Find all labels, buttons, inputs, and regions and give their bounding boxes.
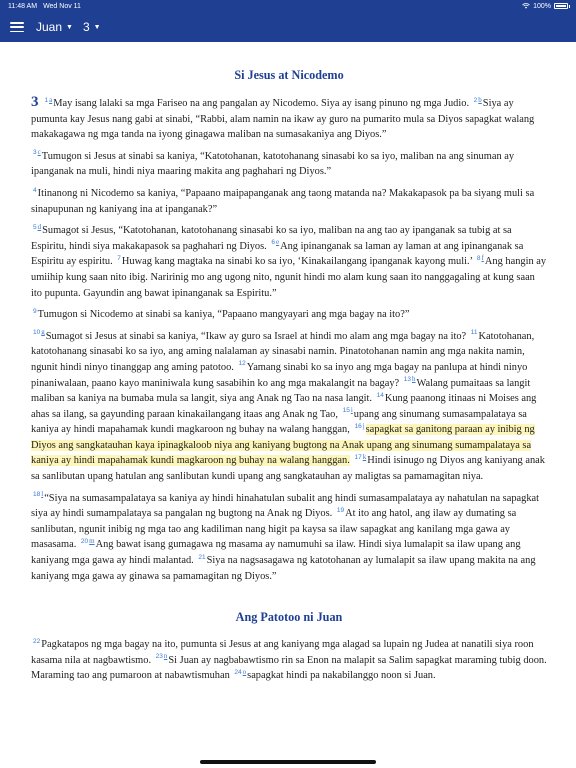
verse-number[interactable]: 13 (403, 376, 412, 384)
verse-text[interactable]: Ang ipinanganak sa laman ay laman at ang ipinanganak sa Espiritu ay espiritu. (31, 240, 524, 268)
footnote-link[interactable]: b (478, 95, 482, 104)
verse-text[interactable]: “Siya na sumasampalataya sa kaniya ay hindi hinahatulan subalit ang hindi sumasampalataya ay nahatulan na sapagkat siya ay hindi sumampalataya sa pangalan ng bugtong na Anak ng Diyos. (31, 492, 540, 520)
paragraph (31, 491, 547, 585)
verse-number[interactable]: 3 (33, 149, 37, 157)
section-heading: Si Jesus at Nicodemo (234, 68, 344, 82)
verse-text[interactable]: Kung paanong itinaas ni Moises ang ahas sa ilang, sa gayunding paraan kinakailangang itaas ang Anak ng Tao, (31, 393, 537, 420)
verse-text[interactable]: Huwag kang magtaka na sinabi ko sa iyo, ‘Kinakailangang ipanganak kayong muli.’ (121, 256, 473, 268)
verse-number[interactable]: 17 (354, 454, 362, 461)
verse-number[interactable]: 12 (238, 360, 246, 368)
verse-text[interactable]: Tumugon si Nicodemo at sinabi sa kaniya, “Papaano mangyayari ang mga bagay na ito?” (37, 309, 410, 321)
verse-text[interactable]: Sumagot si Jesus at sinabi sa kaniya, “Ikaw ay guro sa Israel at hindi mo alam ang mga bagay na ito? (45, 330, 467, 342)
chapter-label: 3 (82, 20, 90, 34)
verse-number[interactable]: 5 (33, 223, 37, 231)
chapter-number: 3 (31, 94, 39, 110)
footnote-link[interactable]: n (163, 652, 168, 661)
verse-text[interactable]: Sumagot si Jesus, “Katotohanan, katotohanang sinasabi ko sa iyo, maliban na ang tao ay ipanganak sa tubig at sa Espiritu, hindi siya makakapasok sa paghahari ng Diyos. (31, 225, 512, 252)
caret-down-icon: ▼ (66, 23, 73, 31)
footnote-link[interactable]: h (412, 375, 416, 384)
verse-text[interactable]: Tumugon si Jesus at sinabi sa kaniya, “Katotohanan, katotohanang sinasabi ko sa iyo, maliban na ang sinuman ay ipanganak na muli, hindi niya maaring makita ang paghahari ng Diyos.” (31, 150, 515, 178)
status-bar (0, 0, 576, 12)
verse-number[interactable]: 10 (33, 329, 41, 337)
book-selector[interactable] (36, 20, 73, 34)
footnote-link[interactable]: a (49, 95, 53, 104)
footnote-link[interactable]: f (481, 253, 484, 262)
verse-text[interactable]: Itinanong ni Nicodemo sa kaniya, “Papaano maipapanganak ang taong matanda na? Makakapasok pa ba siyang muli sa sinapupunan ng kaniyang ina at ipanganak?” (31, 187, 535, 215)
verse-text[interactable]: Siya na nagsasagawa ng katotohanan ay lumalapit sa ilaw upang makita na ang kaniyang mga gawa ay ginawa sa pamamagitan ng Diyos.” (31, 555, 536, 582)
verse-number[interactable]: 15 (342, 407, 350, 415)
footnote-link[interactable]: l (41, 490, 44, 499)
menu-icon[interactable] (10, 22, 24, 32)
verse-number[interactable]: 2 (473, 96, 478, 104)
footnote-link[interactable]: m (89, 536, 95, 545)
verse-number[interactable]: 14 (376, 391, 384, 399)
verse-text[interactable]: Ang hangin ay umiihip kung saan nito ibig. Naririnig mo ang ugong nito, ngunit hindi mo alam kung saan ito nanggagaling at kung saan ito pupunta. Gayundin ang bawat ipinanganak sa Espiritu.” (31, 256, 547, 299)
verse-number[interactable]: 23 (155, 653, 163, 661)
verse-number[interactable]: 1 (44, 96, 49, 104)
verse-number[interactable]: 20 (80, 537, 89, 545)
verse-text[interactable]: Hindi isinugo ng Diyos ang kaniyang anak sa sanlibutan upang hatulan ang sanlibutan kundi upang ang sangkatauhan ay maligtas sa pamamagitan niya. (31, 455, 545, 483)
footnote-link[interactable]: g (41, 328, 45, 337)
verse-text[interactable]: Pagkatapos ng mga bagay na ito, pumunta si Jesus at ang kaniyang mga alagad sa lupain ng Judea at nanatili siya roon kasama nila at nagbawtismo. (31, 639, 534, 666)
verse-text[interactable]: Walang pumaitaas sa langit maliban sa kaniya na bumaba mula sa langit, siya ang Anak ng Tao na nasa langit. (31, 377, 531, 405)
caret-down-icon: ▼ (93, 23, 101, 31)
status-date: Wed Nov 11 (43, 2, 81, 10)
verse-text-highlighted[interactable]: sapagkat sa ganitong paraan ay inibig ng Diyos ang sangkatauhan kaya ipinagkaloob niya ang kaniyang bugtong na Anak upang ang sinumang sumampalataya sa kaniya ay hindi mapahamak kundi magkaroon ng buhay na walang hanggan. (31, 424, 535, 467)
verse-number[interactable]: 9 (33, 307, 37, 315)
home-indicator[interactable] (200, 760, 376, 764)
footnote-link[interactable]: o (242, 667, 247, 676)
verse-number[interactable]: 19 (336, 506, 345, 514)
verse-text[interactable]: sapagkat hindi pa nakabilanggo noon si Juan. (247, 670, 436, 682)
verse-number[interactable]: 8 (476, 254, 481, 262)
verse-number[interactable]: 22 (33, 637, 41, 645)
paragraph (31, 637, 547, 684)
paragraph (31, 329, 547, 485)
verse-text[interactable]: May isang lalaki sa mga Fariseo na ang pangalan ay Nicodemo. Siya ay isang pinuno ng mga Judio. (53, 98, 470, 109)
section-heading: Ang Patotoo ni Juan (235, 610, 343, 625)
paragraph (31, 307, 547, 323)
verse-text[interactable]: Si Juan ay nagbabawtismo rin sa Enon na malapit sa Salim sapagkat maraming tubig doon. Maraming tao ang pumaroon at nabawtismuhan (31, 654, 547, 682)
status-time: 11:48 AM (8, 2, 38, 10)
verse-number[interactable]: 6 (271, 239, 275, 247)
verse-text[interactable]: At ito ang hatol, ang ilaw ay dumating sa sanlibutan, ngunit inibig ng mga tao ang kadiliman nang higit pa kaysa sa ilaw sapagkat ang kanilang mga gawa ay masasama. (31, 508, 517, 551)
verse-text[interactable]: upang ang sinumang sumasampalataya sa kaniya ay hindi mapahamak kundi magkaroon ng buhay na walang hanggan, (31, 408, 527, 436)
book-label: Juan (36, 20, 63, 34)
verse-number[interactable]: 16 (354, 422, 362, 430)
paragraph (31, 186, 547, 217)
verse-text[interactable]: Ang bawat isang gumagawa ng masama ay namumuhi sa ilaw. Hindi siya lumalapit sa ilaw upang ang kaniyang mga gawa ay hindi malantad. (31, 539, 521, 567)
battery-icon (554, 3, 568, 9)
nav-bar (0, 12, 576, 42)
footnote-link[interactable]: c (37, 148, 41, 157)
verse-number[interactable]: 21 (198, 553, 206, 561)
verse-text[interactable]: Yamang sinabi ko sa inyo ang mga bagay na panlupa at hindi ninyo pinaniwalaan, paano kayo maniniwala kung sasabihin ko ang mga makalangit na bagay? (31, 361, 528, 389)
chapter-selector[interactable] (83, 20, 101, 34)
reading-pane (31, 42, 547, 690)
footnote-link[interactable]: k (362, 453, 367, 461)
paragraph (31, 149, 547, 180)
verse-number[interactable]: 11 (470, 329, 478, 337)
footnote-link[interactable]: i (350, 406, 353, 415)
paragraph (31, 95, 547, 143)
verse-number[interactable]: 24 (234, 668, 242, 676)
verse-text[interactable]: Siya ay pumunta kay Jesus nang gabi at sinabi, “Rabbi, alam namin na ikaw ay guro na pumarito mula sa Diyos sapagkat walang makakagawa ng mga tanda na iyong ginagawa maliban na sumasakaniya ang Diyos.” (31, 98, 535, 141)
verse-number[interactable]: 18 (33, 491, 41, 499)
footnote-link[interactable]: d (37, 222, 42, 231)
footnote-link[interactable]: j (362, 421, 365, 430)
verse-number[interactable]: 7 (117, 254, 121, 262)
paragraph (31, 223, 547, 301)
verse-number[interactable]: 4 (33, 186, 37, 194)
footnote-link[interactable]: e (276, 238, 280, 247)
wifi-icon (522, 3, 530, 9)
battery-percent: 100% (533, 2, 551, 10)
verse-text[interactable]: Katotohanan, katotohanang sinasabi ko sa iyo, ang aming nalalaman ay sinasabi namin. Pinatotohanan namin ang mga nakita namin, ngunit hindi ninyo tinanggap ang aming patotoo. (31, 330, 535, 373)
